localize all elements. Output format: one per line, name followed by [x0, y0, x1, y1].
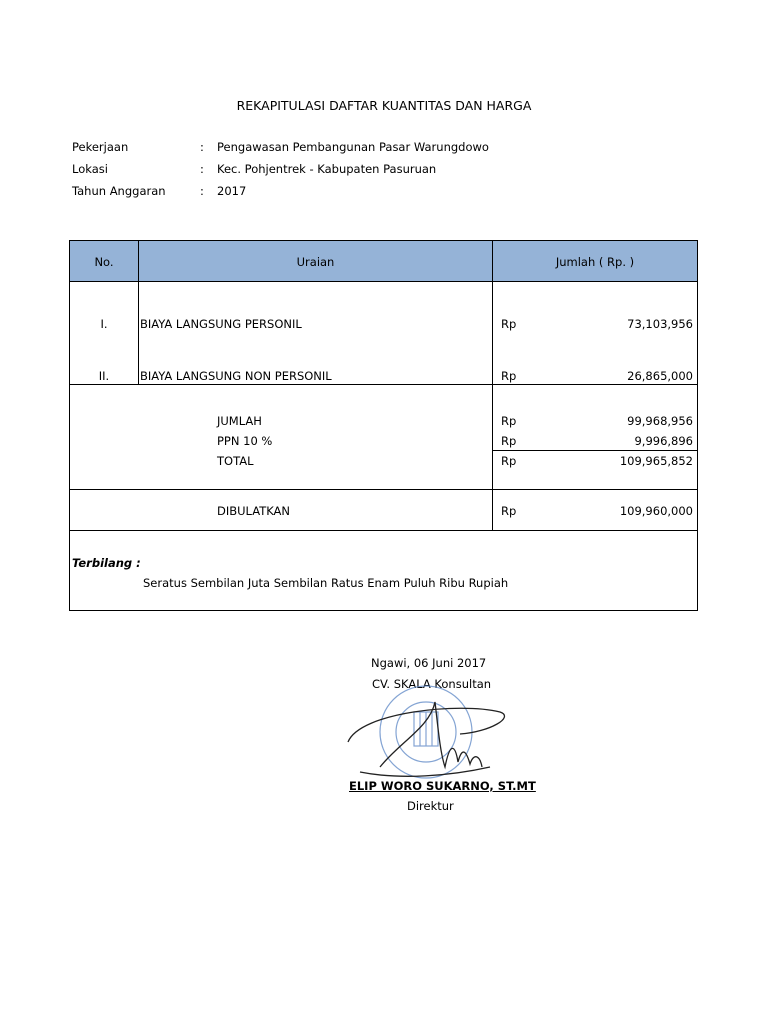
info-label-lokasi: Lokasi [72, 162, 108, 176]
table-divider [70, 489, 697, 490]
row-number: I. [100, 317, 108, 331]
summary-amount-jumlah: 99,968,956 [627, 414, 693, 428]
table-divider [70, 530, 697, 531]
summary-currency: Rp [501, 414, 517, 428]
summary-label-total: TOTAL [217, 454, 254, 468]
document-title: REKAPITULASI DAFTAR KUANTITAS DAN HARGA [236, 98, 532, 113]
summary-currency: Rp [501, 454, 517, 468]
company-stamp-and-signature [340, 672, 520, 792]
place-date: Ngawi, 06 Juni 2017 [371, 656, 487, 670]
table-divider [70, 281, 697, 282]
row-currency: Rp [501, 317, 517, 331]
signatory-name: ELIP WORO SUKARNO, ST.MT [349, 779, 536, 793]
row-amount: 26,865,000 [627, 369, 693, 383]
header-jumlah: Jumlah ( Rp. ) [555, 255, 635, 269]
info-colon: : [200, 184, 204, 198]
info-colon: : [200, 140, 204, 154]
summary-label-jumlah: JUMLAH [217, 414, 262, 428]
company-name: CV. SKALA Konsultan [372, 677, 492, 691]
summary-label-ppn: PPN 10 % [217, 434, 273, 448]
info-value-lokasi: Kec. Pohjentrek - Kabupaten Pasuruan [217, 162, 437, 176]
recap-table [69, 240, 698, 611]
table-divider [70, 384, 697, 385]
terbilang-label: Terbilang : [72, 556, 141, 570]
info-value-tahun-anggaran: 2017 [217, 184, 247, 198]
row-currency: Rp [501, 369, 517, 383]
info-value-pekerjaan: Pengawasan Pembangunan Pasar Warungdowo [217, 140, 489, 154]
row-amount: 73,103,956 [627, 317, 693, 331]
summary-amount-ppn: 9,996,896 [634, 434, 693, 448]
summary-currency: Rp [501, 434, 517, 448]
info-label-tahun-anggaran: Tahun Anggaran [72, 184, 166, 198]
rounded-currency: Rp [501, 504, 517, 518]
info-label-pekerjaan: Pekerjaan [72, 140, 129, 154]
header-uraian: Uraian [296, 255, 335, 269]
row-number: II. [98, 369, 110, 383]
rounded-label: DIBULATKAN [217, 504, 291, 518]
row-description: BIAYA LANGSUNG NON PERSONIL [140, 369, 332, 383]
info-colon: : [200, 162, 204, 176]
signatory-position: Direktur [407, 799, 454, 813]
header-no: No. [94, 255, 114, 269]
table-divider [493, 450, 697, 451]
stamp-icon [380, 686, 472, 778]
row-description: BIAYA LANGSUNG PERSONIL [140, 317, 302, 331]
table-column-line [492, 241, 493, 530]
rounded-amount: 109,960,000 [619, 504, 693, 518]
summary-amount-total: 109,965,852 [619, 454, 693, 468]
terbilang-text: Seratus Sembilan Juta Sembilan Ratus Enam Puluh Ribu Rupiah [143, 576, 509, 590]
